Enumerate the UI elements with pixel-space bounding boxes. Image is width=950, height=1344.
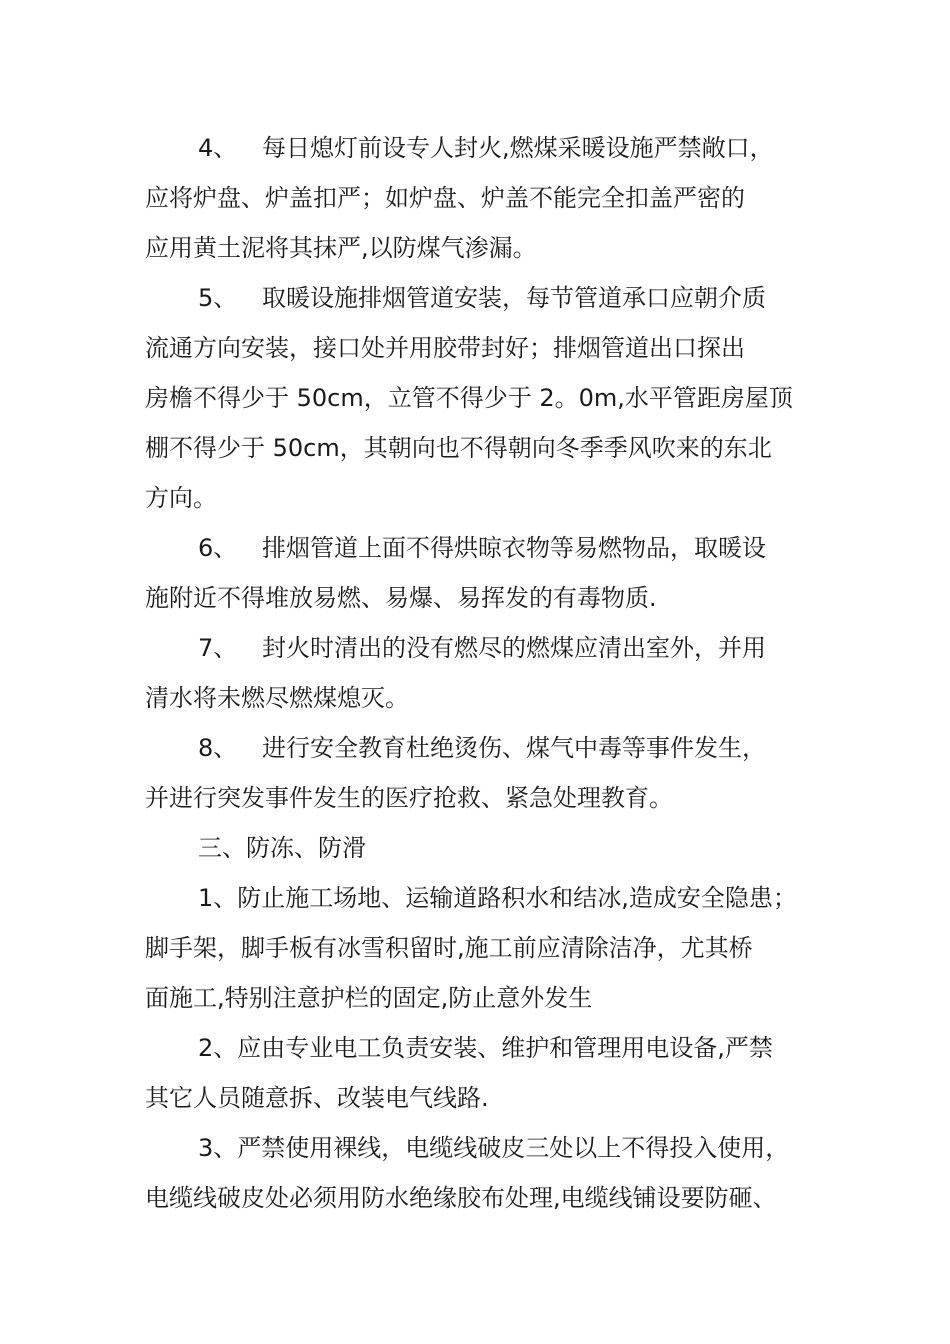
paragraph-4-line-3: 应用黄土泥将其抹严,以防煤气渗漏。 [145, 234, 537, 262]
section-item-2-line-2: 其它人员随意拆、改装电气线路. [145, 1084, 489, 1112]
section-item-1-line-3: 面施工,特别注意护栏的固定,防止意外发生 [145, 984, 593, 1012]
paragraph-5-line-5: 方向。 [145, 484, 217, 512]
paragraph-4-line-2: 应将炉盘、炉盖扣严；如炉盘、炉盖不能完全扣盖严密的 [145, 184, 745, 212]
paragraph-5-line-1 [198, 282, 878, 314]
paragraph-8-line-1 [198, 732, 878, 764]
line-text: 排烟管道上面不得烘晾衣物等易燃物品，取暖设 [262, 534, 766, 562]
paragraph-5-line-2: 流通方向安装，接口处并用胶带封好；排烟管道出口探出 [145, 334, 745, 362]
item-number: 5、 [198, 284, 238, 312]
line-text: 进行安全教育杜绝烫伤、煤气中毒等事件发生， [262, 734, 766, 762]
line-text: 每日熄灯前设专人封火,燃煤采暖设施严禁敞口， [262, 134, 774, 162]
paragraph-6-line-1 [198, 532, 878, 564]
section-item-1-line-1: 1、防止施工场地、运输道路积水和结冰,造成安全隐患； [198, 884, 797, 912]
section-item-2-line-1: 2、应由专业电工负责安装、维护和管理用电设备,严禁 [198, 1034, 773, 1062]
section-item-3-line-1: 3、严禁使用裸线，电缆线破皮三处以上不得投入使用， [198, 1134, 790, 1162]
item-number: 4、 [198, 134, 238, 162]
item-number: 8、 [198, 734, 238, 762]
paragraph-7-line-1 [198, 632, 878, 664]
paragraph-8-line-2: 并进行突发事件发生的医疗抢救、紧急处理教育。 [145, 784, 673, 812]
section-item-3-line-2: 电缆线破皮处必须用防水绝缘胶布处理,电缆线铺设要防砸、 [145, 1184, 777, 1212]
section-heading: 三、防冻、防滑 [198, 834, 366, 862]
paragraph-6-line-2: 施附近不得堆放易燃、易爆、易挥发的有毒物质. [145, 584, 657, 612]
paragraph-5-line-4: 棚不得少于 50cm，其朝向也不得朝向冬季季风吹来的东北 [145, 434, 772, 462]
paragraph-5-line-3: 房檐不得少于 50cm，立管不得少于 2。0m,水平管距房屋顶 [145, 384, 793, 412]
paragraph-7-line-2: 清水将未燃尽燃煤熄灭。 [145, 684, 409, 712]
item-number: 7、 [198, 634, 238, 662]
item-number: 6、 [198, 534, 238, 562]
paragraph-4-line-1 [198, 132, 878, 164]
line-text: 封火时清出的没有燃尽的燃煤应清出室外，并用 [262, 634, 766, 662]
line-text: 取暖设施排烟管道安装，每节管道承口应朝介质 [262, 284, 766, 312]
section-item-1-line-2: 脚手架，脚手板有冰雪积留时,施工前应清除洁净，尤其桥 [145, 934, 753, 962]
